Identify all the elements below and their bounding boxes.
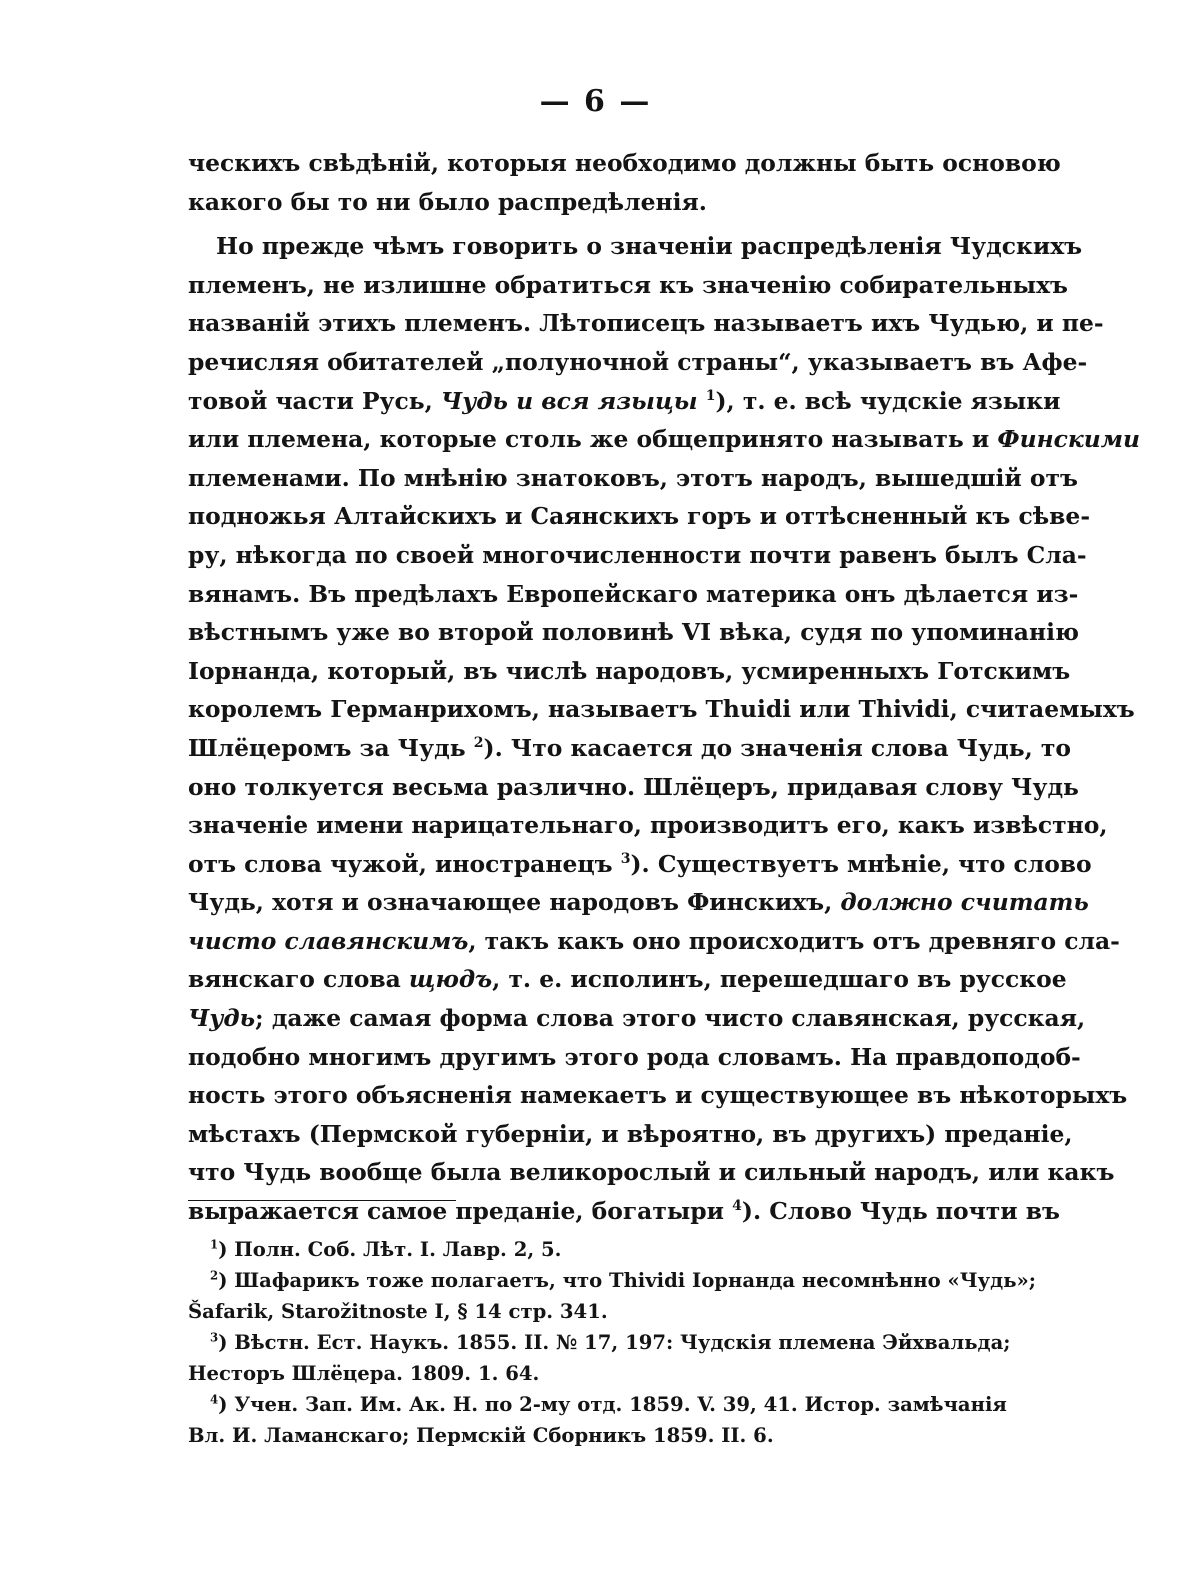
italic-phrase: щюдъ <box>408 965 493 994</box>
footnote: $^2$) Шафарикъ тоже полагаетъ, что Thividi Іорнанда несомнѣнно «Чудь»; Šafarik, Starožitnoste I, § 14 стр. 341. <box>188 1268 1036 1323</box>
text-line: Іорнанда, который, въ числѣ народовъ, усмиренныхъ Готскимъ <box>188 656 1071 685</box>
footnote-marker: 4 <box>210 1392 219 1407</box>
text-line: королемъ Германрихомъ, называетъ Thuidi или Thividi, считаемыхъ <box>188 695 1135 724</box>
text-line: ность этого объясненія намекаетъ и существующее въ нѣкоторыхъ <box>188 1081 1128 1110</box>
footnotes <box>188 1234 1036 1451</box>
page-number: — 6 — <box>539 84 652 119</box>
text-line: вѣстнымъ уже во второй половинѣ VI вѣка, судя по упоминанію <box>188 618 1079 647</box>
text-line: выражается самое преданіе, богатыри $^4$). Слово Чудь почти въ <box>188 1197 1060 1226</box>
text-line: подобно многимъ другимъ этого рода словамъ. На правдоподоб- <box>188 1042 1081 1071</box>
text-line: оно толкуется весьма различно. Шлёцеръ, придавая слову Чудь <box>188 772 1079 801</box>
text-line: значеніе имени нарицательнаго, производитъ его, какъ извѣстно, <box>188 811 1108 840</box>
italic-phrase: чисто славянскимъ <box>188 926 469 955</box>
text-line: что Чудь вообще была великорослый и сильный народъ, или какъ <box>188 1158 1115 1187</box>
footnote-marker: 2 <box>210 1268 219 1283</box>
text-line: какого бы то ни было распредѣленія. <box>188 187 707 216</box>
text-line: или племена, которые столь же общепринято называть и Финскими <box>188 425 1140 454</box>
text-line: вянамъ. Въ предѣлахъ Европейскаго материка онъ дѣлается из- <box>188 579 1079 608</box>
text-line: чисто славянскимъ, такъ какъ оно происходитъ отъ древняго сла- <box>188 926 1120 955</box>
footnote: $^4$) Учен. Зап. Им. Ак. Н. по 2-му отд. 1859. V. 39, 41. Истор. замѣчанія Вл. И. Ламанскаго; Пермскій Сборникъ 1859. II. 6. <box>188 1392 1007 1447</box>
footnote-marker: 1 <box>210 1237 219 1252</box>
italic-phrase: Чудь <box>188 1004 256 1033</box>
text-line: Чудь; даже самая форма слова этого чисто славянская, русская, <box>188 1004 1086 1033</box>
footnote-ref: 2 <box>473 735 484 752</box>
footnote-ref: 3 <box>620 850 631 867</box>
text-line: речисляя обитателей „полуночной страны“, указываетъ въ Афе- <box>188 347 1088 376</box>
text-line: Но прежде чѣмъ говорить о значеніи распредѣленія Чудскихъ <box>216 232 1083 261</box>
text-line: мѣстахъ (Пермской губерніи, и вѣроятно, въ другихъ) преданіе, <box>188 1119 1073 1148</box>
footnote-marker: 3 <box>210 1330 219 1345</box>
text-line: ру, нѣкогда по своей многочисленности почти равенъ былъ Сла- <box>188 540 1087 569</box>
text-line: отъ слова чужой, иностранецъ $^3$). Существуетъ мнѣніе, что слово <box>188 849 1092 878</box>
text-line: названій этихъ племенъ. Лѣтописецъ называетъ ихъ Чудью, и пе- <box>188 309 1104 338</box>
footnote-ref: 1 <box>705 387 716 404</box>
footnote-separator <box>188 1200 456 1201</box>
text-line: племенами. По мнѣнію знатоковъ, этотъ народъ, вышедшій отъ <box>188 463 1078 492</box>
text-line: Шлёцеромъ за Чудь $^2$). Что касается до значенія слова Чудь, то <box>188 733 1071 762</box>
footnote: $^3$) Вѣстн. Ест. Наукъ. 1855. II. № 17, 197: Чудскія племена Эйхвальда; Несторъ Шлёцера. 1809. 1. 64. <box>188 1330 1011 1385</box>
italic-phrase: должно считать <box>840 888 1089 917</box>
text-line: ческихъ свѣдѣній, которыя необходимо должны быть основою <box>188 149 1061 177</box>
italic-phrase: Финскими <box>997 425 1140 454</box>
text-line: Чудь, хотя и означающее народовъ Финскихъ, должно считать <box>188 888 1089 917</box>
footnote-ref: 4 <box>732 1198 742 1215</box>
footnote: $^1$) Полн. Соб. Лѣт. I. Лавр. 2, 5. <box>210 1237 562 1261</box>
text-line: племенъ, не излишне обратиться къ значенію собирательныхъ <box>188 270 1069 299</box>
main-text <box>188 144 1140 1231</box>
text-line: товой части Русь, Чудь и вся языцы $^1$), т. е. всѣ чудскіе языки <box>188 386 1061 415</box>
italic-phrase: Чудь и вся языцы <box>440 386 698 415</box>
text-line: подножья Алтайскихъ и Саянскихъ горъ и оттѣсненный къ сѣве- <box>188 502 1091 531</box>
text-line: вянскаго слова щюдъ, т. е. исполинъ, перешедшаго въ русское <box>188 965 1067 994</box>
